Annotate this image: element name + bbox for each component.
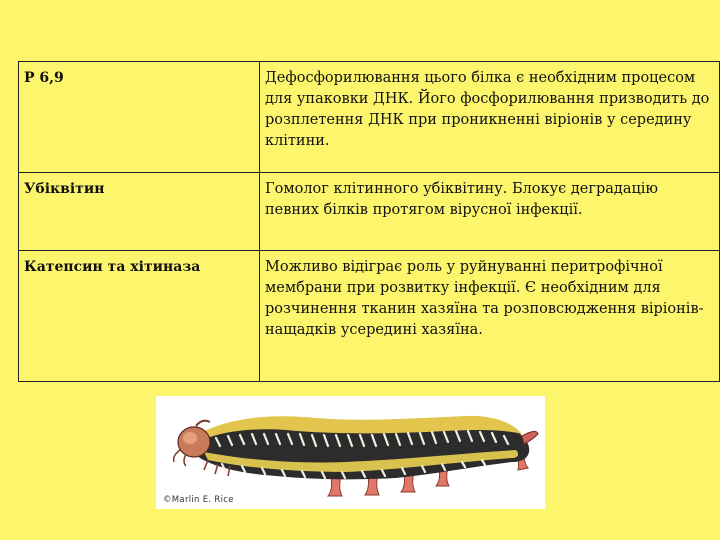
term-cell: Убіквітин <box>19 172 260 250</box>
description-cell: Гомолог клітинного убіквітину. Блокує деградацію певних білків протягом вірусної інфекції. <box>260 172 720 250</box>
table-row <box>19 62 720 173</box>
caterpillar-photo <box>156 396 545 509</box>
copyright-caption: ©Marlin E. Rice <box>163 495 234 505</box>
term-cell: Катепсин та хітиназа <box>19 250 260 381</box>
caterpillar-illustration <box>156 396 545 509</box>
table-row <box>19 250 720 381</box>
description-cell: Можливо відіграє роль у руйнуванні перитрофічної мембрани при розвитку інфекції. Є необхідним для розчинення тканин хазяїна та розповсюдження віріонів-нащадків усередині хазяїна. <box>260 250 720 381</box>
term-cell: P 6,9 <box>19 62 260 173</box>
table-row <box>19 172 720 250</box>
info-table <box>18 61 720 382</box>
description-cell: Дефосфорилювання цього білка є необхідним процесом для упаковки ДНК. Його фосфорилювання призводить до розплетення ДНК при проникненні віріонів у середину клітини. <box>260 62 720 173</box>
